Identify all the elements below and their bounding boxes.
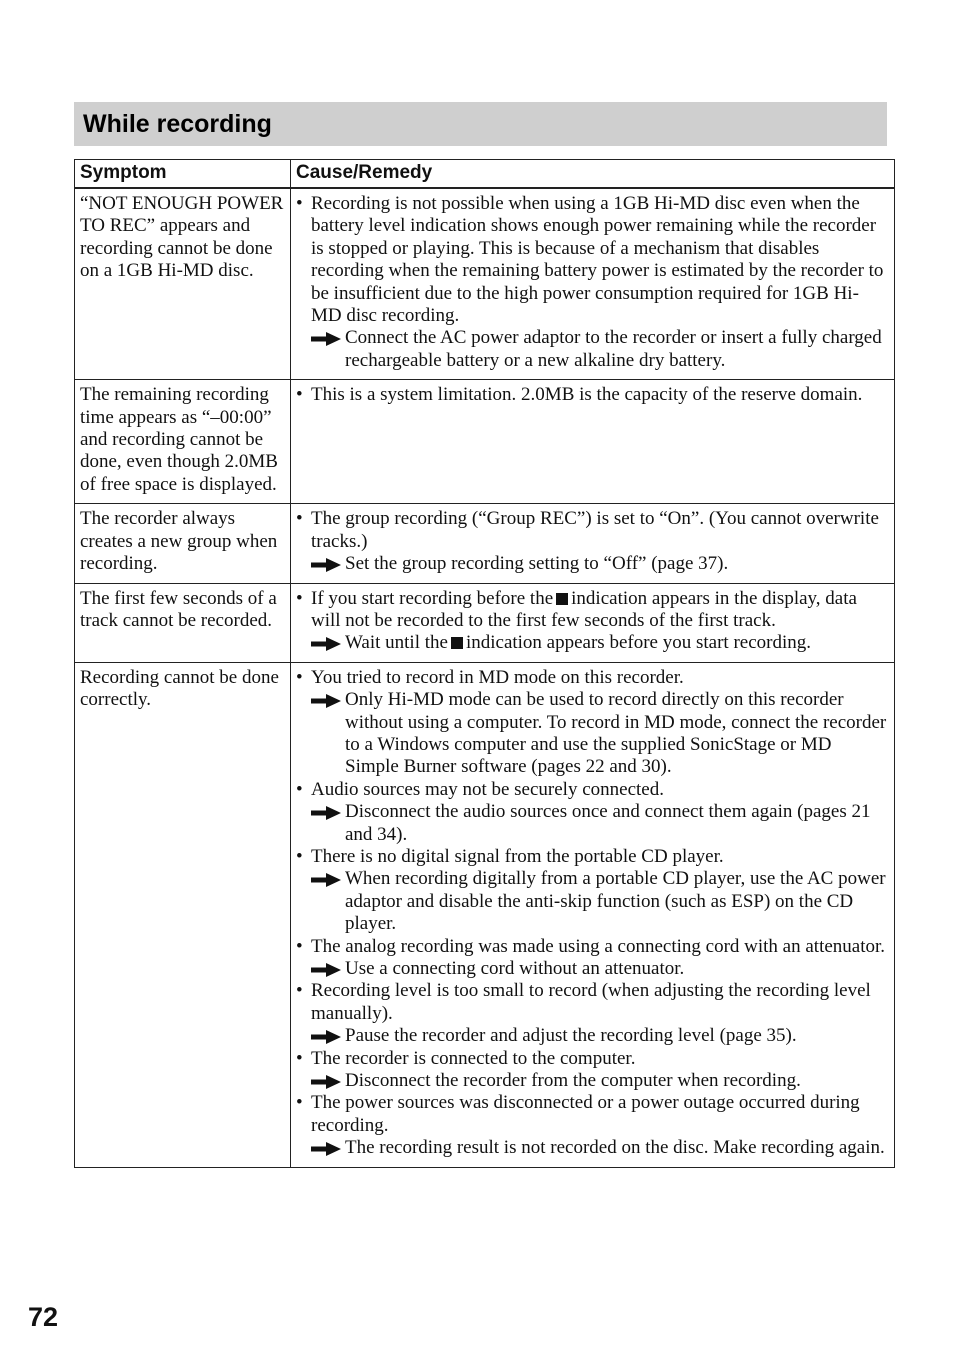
stop-square-icon: [451, 637, 463, 649]
table-row: [75, 504, 895, 583]
page-number: 72: [28, 1302, 59, 1332]
section-title: While recording: [83, 109, 272, 138]
table-row: [75, 188, 895, 380]
symptom-cell: [75, 504, 291, 583]
cause-item: [296, 508, 889, 575]
remedy-item: [296, 689, 889, 779]
cause-text: The analog recording was made using a connecting cord with an attenuator.: [311, 935, 886, 957]
symptom-cell: [75, 188, 291, 380]
right-arrow-icon: [311, 332, 341, 346]
remedy-text: Connect the AC power adaptor to the recorder or insert a fully charged rechargeable battery or a new alkaline dry battery.: [345, 327, 882, 371]
cause-remedy-cell: [291, 583, 895, 662]
table-row: [75, 380, 895, 504]
cause-item: [296, 936, 889, 981]
right-arrow-icon: [311, 694, 341, 708]
symptom-text: Recording cannot be done correctly.: [80, 666, 279, 711]
symptom-cell: [75, 380, 291, 504]
cause-list: [296, 588, 889, 655]
cause-text: There is no digital signal from the portable CD player.: [311, 845, 724, 867]
cause-remedy-cell: [291, 380, 895, 504]
cause-text-before: If you start recording before the: [311, 587, 554, 609]
cause-text: You tried to record in MD mode on this recorder.: [311, 666, 684, 688]
remedy-item: [296, 1070, 889, 1092]
cause-text: The recorder is connected to the computer.: [311, 1047, 636, 1069]
symptom-cell: [75, 662, 291, 1167]
cause-item: [296, 667, 889, 779]
remedy-item: [296, 868, 889, 935]
cause-item: [296, 846, 889, 936]
right-arrow-icon: [311, 558, 341, 572]
cause-item: [296, 779, 889, 846]
remedy-text: Disconnect the recorder from the computer when recording.: [345, 1070, 801, 1092]
cause-item: [296, 588, 889, 655]
symptom-text: The remaining recording time appears as “–00:00” and recording cannot be done, even though 2.0MB of free space is displayed.: [80, 384, 278, 495]
remedy-item: [296, 801, 889, 846]
cause-list: [296, 384, 889, 406]
cause-text-after: indication appears in the display, data will not be recorded to the first few seconds of the first track.: [311, 587, 857, 631]
troubleshooting-table: [74, 159, 895, 1168]
remedy-item: [296, 958, 889, 980]
cause-item: [296, 1048, 889, 1093]
remedy-text: Set the group recording setting to “Off” (page 37).: [345, 553, 729, 575]
cause-list: [296, 667, 889, 1160]
cause-remedy-cell: [291, 188, 895, 380]
remedy-item: [296, 327, 889, 372]
cause-remedy-cell: [291, 504, 895, 583]
cause-text: The group recording (“Group REC”) is set to “On”. (You cannot overwrite tracks.): [311, 508, 879, 552]
remedy-text-before: Wait until the: [345, 632, 448, 654]
remedy-item: [296, 553, 889, 575]
cause-text: Audio sources may not be securely connected.: [311, 778, 664, 800]
remedy-text: When recording digitally from a portable CD player, use the AC power adaptor and disable the anti-skip function (such as ESP) on the CD player.: [345, 868, 886, 935]
right-arrow-icon: [311, 637, 341, 651]
section-header: [74, 102, 887, 146]
remedy-text: Disconnect the audio sources once and connect them again (pages 21 and 34).: [345, 801, 871, 845]
remedy-text-after: indication appears before you start recording.: [465, 632, 811, 654]
cause-text: This is a system limitation. 2.0MB is the capacity of the reserve domain.: [311, 384, 863, 406]
stop-square-icon: [556, 593, 568, 605]
table-row: [75, 583, 895, 662]
remedy-text: Pause the recorder and adjust the recording level (page 35).: [345, 1025, 797, 1047]
symptom-text: The recorder always creates a new group when recording.: [80, 508, 278, 575]
column-header-symptom: Symptom: [75, 160, 291, 189]
cause-text: Recording level is too small to record (when adjusting the recording level manually).: [311, 980, 871, 1024]
cause-list: [296, 508, 889, 575]
remedy-text: Only Hi-MD mode can be used to record directly on this recorder without using a computer. To record in MD mode, connect the recorder to a Windows computer and use the supplied SonicStage or MD Simple Burner software (pages 22 and 30).: [345, 689, 887, 778]
symptom-text: The first few seconds of a track cannot be recorded.: [80, 587, 277, 631]
cause-item: [296, 384, 889, 406]
remedy-item: [296, 1137, 889, 1159]
cause-item: [296, 193, 889, 372]
cause-list: [296, 193, 889, 372]
right-arrow-icon: [311, 806, 341, 820]
remedy-text: The recording result is not recorded on the disc. Make recording again.: [345, 1137, 885, 1159]
remedy-text: Use a connecting cord without an attenuator.: [345, 958, 685, 979]
right-arrow-icon: [311, 963, 341, 977]
table-header-row: [75, 160, 895, 189]
cause-item: [296, 980, 889, 1047]
right-arrow-icon: [311, 873, 341, 887]
table-row: [75, 662, 895, 1167]
cause-remedy-cell: [291, 662, 895, 1167]
right-arrow-icon: [311, 1075, 341, 1089]
cause-item: [296, 1092, 889, 1159]
right-arrow-icon: [311, 1142, 341, 1156]
cause-text: Recording is not possible when using a 1GB Hi-MD disc even when the battery level indication shows enough power remaining while the recorder is stopped or playing. This is because of a mechanism that disables recording when the remaining battery power is estimated by the recorder to be insufficient due to the high power consumption required for 1GB Hi-MD disc recording.: [311, 193, 884, 327]
remedy-item: [296, 1025, 889, 1047]
remedy-item: [296, 632, 889, 654]
symptom-cell: [75, 583, 291, 662]
column-header-cause-remedy: Cause/Remedy: [291, 160, 895, 189]
symptom-text: “NOT ENOUGH POWER TO REC” appears and recording cannot be done on a 1GB Hi-MD disc.: [80, 193, 284, 282]
cause-text: The power sources was disconnected or a power outage occurred during recording.: [311, 1092, 860, 1136]
right-arrow-icon: [311, 1030, 341, 1044]
